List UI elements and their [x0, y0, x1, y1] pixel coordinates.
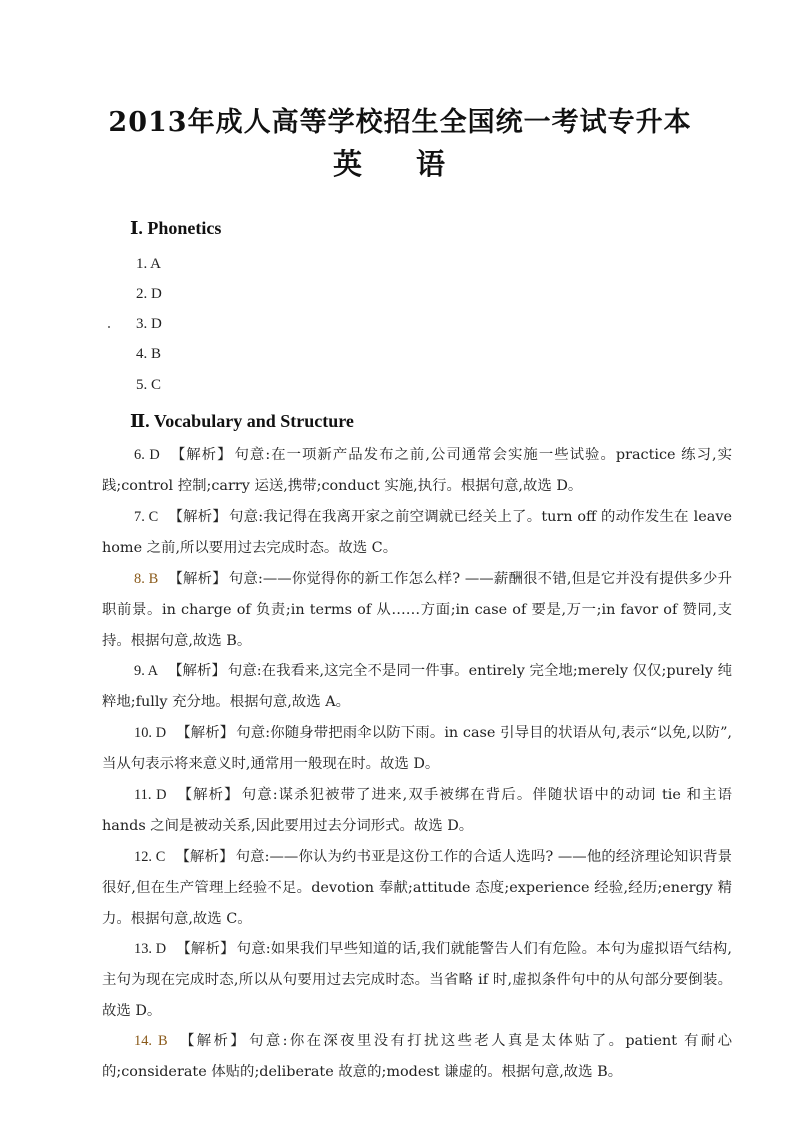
- item-text: 句意:谋杀犯被带了进来,双手被绑在背后。伴随状语中的动词 tie 和主语 hands 之间是被动关系,因此要用过去分词形式。故选 D。: [102, 787, 732, 834]
- answer-item: 5. C: [136, 377, 162, 393]
- answer-item: 3. D: [136, 316, 162, 332]
- stray-mark: [108, 326, 110, 328]
- item-number: 8. B: [134, 571, 159, 587]
- item-tag: 【解析】: [176, 725, 235, 741]
- answer-item: 2. D: [136, 286, 162, 302]
- item-text: 句意:如果我们早些知道的话,我们就能警告人们有危险。本句为虚拟语气结构,主句为现在完成时态,所以从句要用过去完成时态。当省略 if 时,虚拟条件句中的从句部分要倒装。故选 D。: [102, 941, 732, 1019]
- item-tag: 【解析】: [177, 1033, 248, 1049]
- item-tag: 【解析】: [176, 787, 240, 803]
- item-text: 句意:——你觉得你的新工作怎么样? ——薪酬很不错,但是它并没有提供多少升职前景。in charge of 负责;in terms of 从……方面;in case of 要是,万一;in favor of 赞同,支持。根据句意,故选 B。: [102, 571, 732, 649]
- item-number: 7. C: [134, 509, 159, 525]
- answer-item: 1. A: [136, 256, 162, 272]
- item-text: 句意:在一项新产品发布之前,公司通常会实施一些试验。practice 练习,实践;control 控制;carry 运送,携带;conduct 实施,执行。根据句意,故选 D。: [102, 447, 732, 494]
- item-tag: 【解析】: [168, 509, 227, 525]
- item-text: 句意:我记得在我离开家之前空调就已经关上了。turn off 的动作发生在 leave home 之前,所以要用过去完成时态。故选 C。: [102, 509, 732, 556]
- explanation-item: [102, 502, 732, 564]
- item-tag: 【解析】: [168, 571, 227, 587]
- explanation-item: [102, 718, 732, 780]
- item-tag: 【解析】: [176, 941, 235, 957]
- item-tag: 【解析】: [169, 447, 233, 463]
- item-number: 11. D: [134, 787, 167, 803]
- item-number: 14. B: [134, 1033, 168, 1049]
- explanation-item: [102, 842, 732, 935]
- explanation-item: [102, 656, 732, 718]
- item-number: 12. C: [134, 849, 166, 865]
- item-tag: 【解析】: [168, 663, 226, 679]
- item-text: 句意:——你认为约书亚是这份工作的合适人选吗? ——他的经济理论知识背景很好,但在生产管理上经验不足。devotion 奉献;attitude 态度;experience 经验,经历;energy 精力。根据句意,故选 C。: [102, 849, 732, 927]
- explanation-item: [102, 780, 732, 842]
- explanation-item: [102, 1026, 732, 1088]
- item-text: 句意:你在深夜里没有打扰这些老人真是太体贴了。patient 有耐心的;considerate 体贴的;deliberate 故意的;modest 谦虚的。根据句意,故选 B。: [102, 1033, 732, 1080]
- item-text: 句意:你随身带把雨伞以防下雨。in case 引导目的状语从句,表示“以免,以防”,当从句表示将来意义时,通常用一般现在时。故选 D。: [102, 725, 732, 772]
- explanation-item: [102, 934, 732, 1027]
- section-heading-phonetics: Ⅰ. Phonetics: [130, 218, 222, 238]
- document-title: 2013年成人高等学校招生全国统一考试专升本: [108, 107, 692, 138]
- item-number: 6. D: [134, 447, 160, 463]
- item-number: 9. A: [134, 663, 159, 679]
- section-heading-vocabulary: Ⅱ. Vocabulary and Structure: [130, 411, 354, 431]
- item-tag: 【解析】: [175, 849, 234, 865]
- item-text: 句意:在我看来,这完全不是同一件事。entirely 完全地;merely 仅仅;purely 纯粹地;fully 充分地。根据句意,故选 A。: [102, 663, 732, 710]
- document-subject: 英 语: [332, 147, 468, 181]
- item-number: 10. D: [134, 725, 167, 741]
- explanation-item: [102, 564, 732, 657]
- answer-item: 4. B: [136, 346, 162, 362]
- item-number: 13. D: [134, 941, 167, 957]
- explanation-item: [102, 440, 732, 502]
